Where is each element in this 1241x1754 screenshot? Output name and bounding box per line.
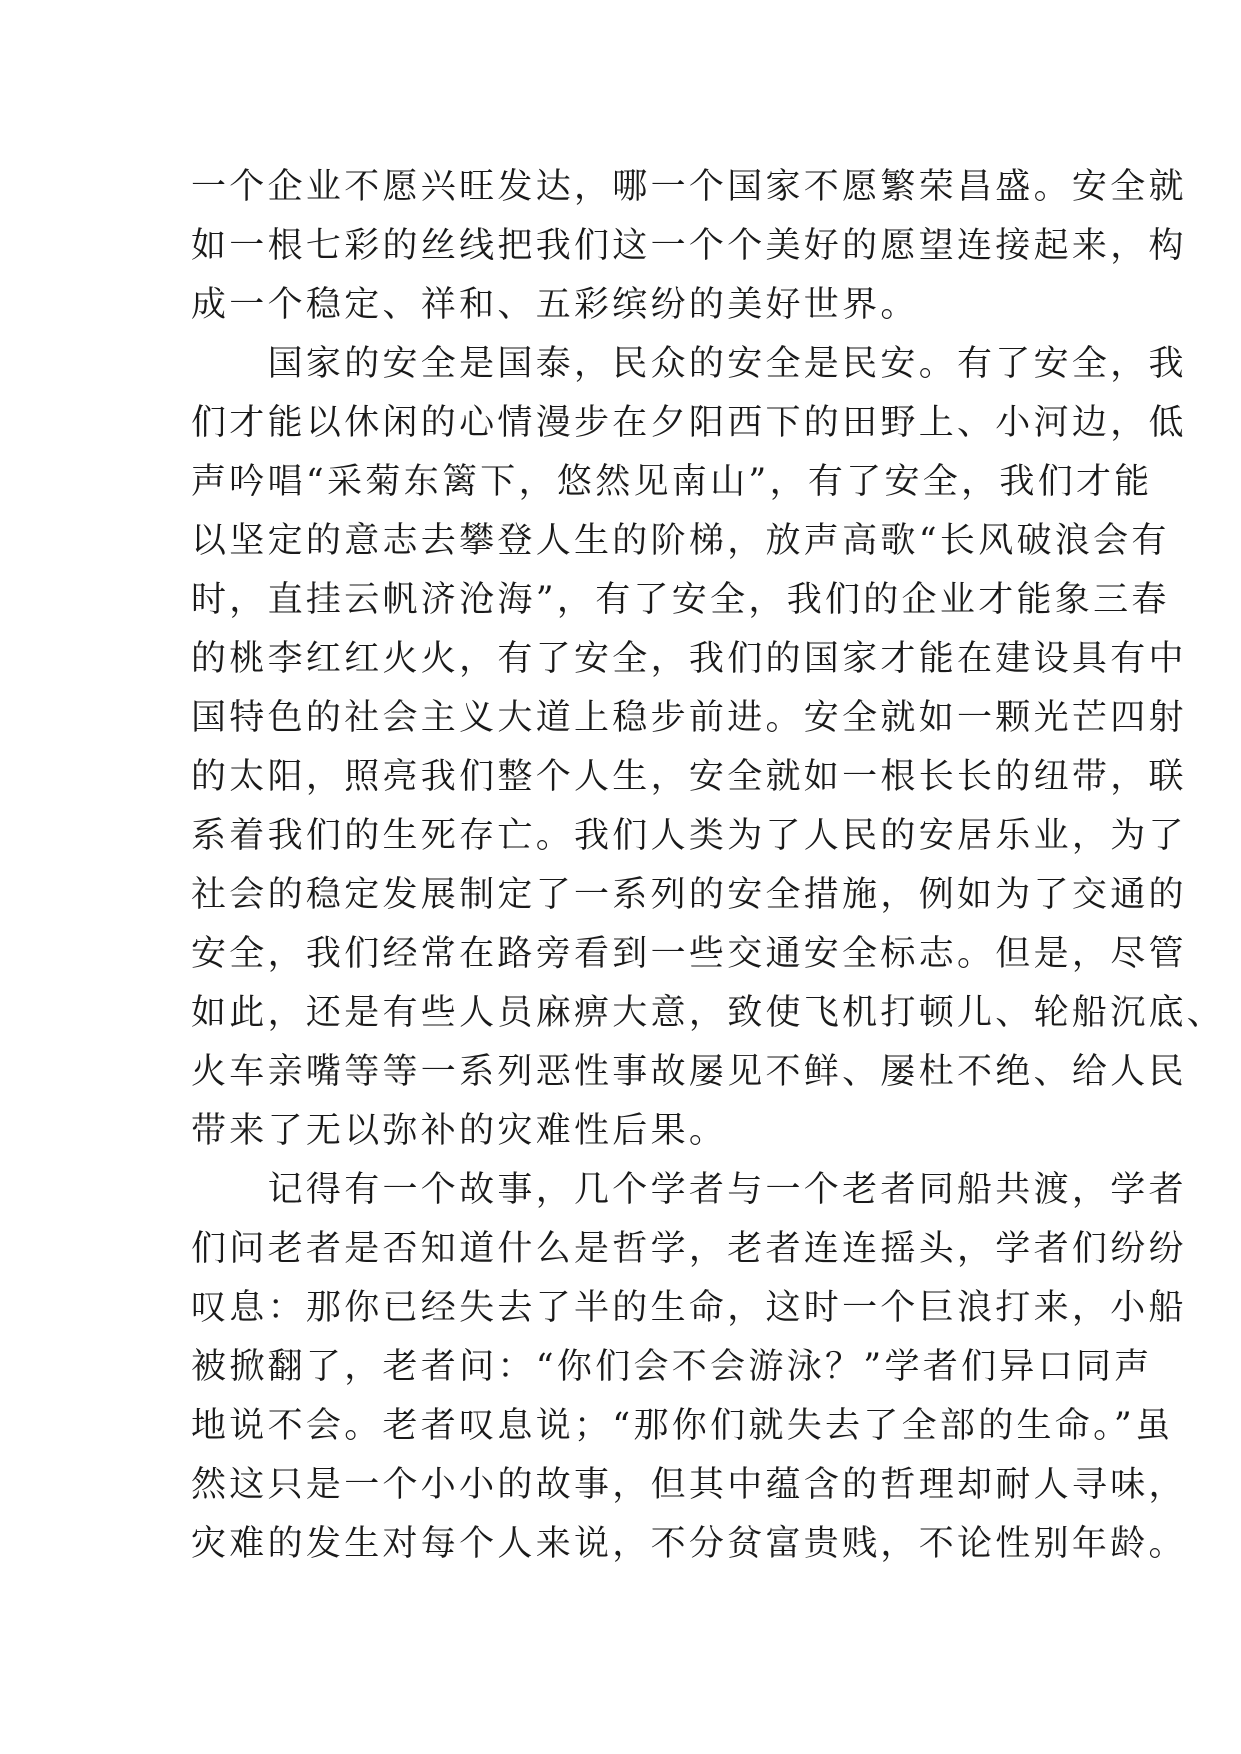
text-line: 灾难的发生对每个人来说，不分贫富贵贱，不论性别年龄。: [191, 1524, 1187, 1564]
text-line: 声吟唱“采菊东篱下，悠然见南山”，有了安全，我们才能: [191, 462, 1153, 502]
text-line: 们问老者是否知道什么是哲学，老者连连摇头，学者们纷纷: [191, 1229, 1187, 1269]
text-line: 如一根七彩的丝线把我们这一个个美好的愿望连接起来，构: [191, 226, 1187, 266]
text-line: 带来了无以弥补的灾难性后果。: [191, 1111, 728, 1151]
text-line: 然这只是一个小小的故事，但其中蕴含的哲理却耐人寻味，: [191, 1465, 1187, 1505]
text-line: 叹息：那你已经失去了半的生命，这时一个巨浪打来，小船: [191, 1288, 1187, 1328]
body-text: [191, 158, 1226, 1574]
text-line: 一个企业不愿兴旺发达，哪一个国家不愿繁荣昌盛。安全就: [191, 167, 1187, 207]
text-line: 们才能以休闲的心情漫步在夕阳西下的田野上、小河边，低: [191, 403, 1187, 443]
text-line: 国特色的社会主义大道上稳步前进。安全就如一颗光芒四射: [191, 698, 1187, 738]
text-line: 地说不会。老者叹息说；“那你们就失去了全部的生命。”虽: [191, 1406, 1174, 1446]
paragraph-start-line: 记得有一个故事，几个学者与一个老者同船共渡，学者: [191, 1170, 1187, 1210]
text-line: 的太阳，照亮我们整个人生，安全就如一根长长的纽带，联: [191, 757, 1187, 797]
text-line: 的桃李红红火火，有了安全，我们的国家才能在建设具有中: [191, 639, 1187, 679]
paragraph-start-line: 国家的安全是国泰，民众的安全是民安。有了安全，我: [191, 344, 1187, 384]
text-line: 火车亲嘴等等一系列恶性事故屡见不鲜、屡杜不绝、给人民: [191, 1052, 1187, 1092]
text-line: 成一个稳定、祥和、五彩缤纷的美好世界。: [191, 285, 919, 325]
text-line: 社会的稳定发展制定了一系列的安全措施，例如为了交通的: [191, 875, 1187, 915]
text-line: 系着我们的生死存亡。我们人类为了人民的安居乐业，为了: [191, 816, 1187, 856]
text-line: 以坚定的意志去攀登人生的阶梯，放声高歌“长风破浪会有: [191, 521, 1170, 561]
text-line: 安全，我们经常在路旁看到一些交通安全标志。但是，尽管: [191, 934, 1187, 974]
text-line: 时，直挂云帆济沧海”，有了安全，我们的企业才能象三春: [191, 580, 1170, 620]
text-line: 被掀翻了，老者问：“你们会不会游泳？”学者们异口同声: [191, 1347, 1153, 1387]
text-line: 如此，还是有些人员麻痹大意，致使飞机打顿儿、轮船沉底、: [191, 993, 1226, 1033]
